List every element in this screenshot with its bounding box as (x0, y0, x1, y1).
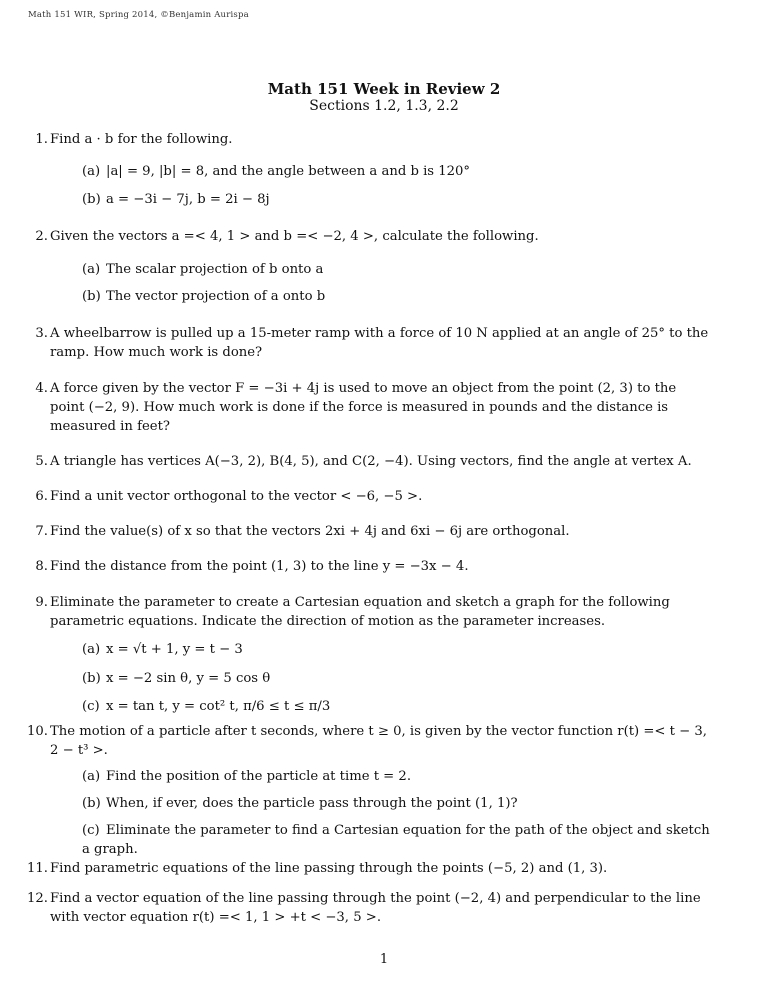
problem-text: The motion of a particle after t seconds, where t ≥ 0, is given by the vector function r(t) =< t − 3, 2 − t³ >. (50, 724, 707, 758)
problem-number: 5. (35, 454, 48, 469)
problem-1 (35, 130, 710, 149)
problem-number: 1. (35, 132, 48, 147)
subpart-text: x = tan t, y = cot² t, π/6 ≤ t ≤ π/3 (106, 699, 331, 714)
problem-10 (27, 722, 710, 760)
subpart-label: (b) (82, 289, 101, 304)
problem-number: 3. (35, 326, 48, 341)
problem-2-part-b (82, 287, 712, 306)
problem-number: 11. (27, 861, 48, 876)
page-number: 1 (379, 952, 389, 967)
problem-12 (27, 889, 710, 927)
problem-7 (35, 522, 710, 541)
problem-text: Find the value(s) of x so that the vectors 2xi + 4j and 6xi − 6j are orthogonal. (50, 524, 570, 539)
subpart-label: (c) (82, 823, 100, 838)
problem-3 (35, 324, 710, 362)
subpart-text: a = −3i − 7j, b = 2i − 8j (106, 192, 270, 207)
problem-number: 9. (35, 595, 48, 610)
problem-10-part-b (82, 794, 712, 813)
problem-text: Given the vectors a =< 4, 1 > and b =< −2, 4 >, calculate the following. (50, 229, 539, 244)
subpart-text: Eliminate the parameter to find a Cartesian equation for the path of the object and sketch a graph. (82, 823, 710, 857)
problem-number: 10. (27, 724, 48, 739)
problem-9-part-a (82, 640, 712, 659)
document-subtitle: Sections 1.2, 1.3, 2.2 (309, 98, 459, 114)
subpart-label: (a) (82, 642, 101, 657)
problem-number: 8. (35, 559, 48, 574)
document-title: Math 151 Week in Review 2 (267, 80, 501, 98)
subpart-text: x = √t + 1, y = t − 3 (106, 642, 243, 657)
problem-4 (35, 379, 710, 436)
subpart-label: (a) (82, 164, 101, 179)
problem-9 (35, 593, 710, 631)
subpart-label: (a) (82, 262, 101, 277)
problem-8 (35, 557, 710, 576)
subpart-text: Find the position of the particle at time t = 2. (106, 769, 412, 784)
problem-11 (27, 859, 710, 878)
problem-number: 4. (35, 381, 48, 396)
problem-9-part-b (82, 669, 712, 688)
subpart-text: x = −2 sin θ, y = 5 cos θ (106, 671, 271, 686)
problem-10-part-c (82, 821, 712, 859)
subpart-label: (b) (82, 796, 101, 811)
problem-text: Find a · b for the following. (50, 132, 233, 147)
problem-text: A wheelbarrow is pulled up a 15-meter ramp with a force of 10 N applied at an angle of 25° to the ramp. How much work is done? (50, 326, 709, 360)
subpart-label: (b) (82, 671, 101, 686)
problem-number: 12. (27, 891, 48, 906)
problem-1-part-b (82, 190, 712, 209)
subpart-text: |a| = 9, |b| = 8, and the angle between a and b is 120° (106, 164, 471, 179)
problem-10-part-a (82, 767, 712, 786)
problem-text: A triangle has vertices A(−3, 2), B(4, 5), and C(2, −4). Using vectors, find the angle at vertex A. (50, 454, 692, 469)
problem-text: Find the distance from the point (1, 3) to the line y = −3x − 4. (50, 559, 469, 574)
subpart-label: (b) (82, 192, 101, 207)
subpart-text: The scalar projection of b onto a (106, 262, 324, 277)
problem-number: 7. (35, 524, 48, 539)
problem-9-part-c (82, 697, 712, 716)
subpart-label: (c) (82, 699, 100, 714)
problem-number: 2. (35, 229, 48, 244)
problem-5 (35, 452, 710, 471)
problem-text: Eliminate the parameter to create a Cartesian equation and sketch a graph for the following parametric equations. Indicate the direction of motion as the parameter increases. (50, 595, 670, 629)
problem-2 (35, 227, 710, 246)
problem-text: Find parametric equations of the line passing through the points (−5, 2) and (1, 3). (50, 861, 608, 876)
problem-6 (35, 487, 710, 506)
subpart-text: When, if ever, does the particle pass through the point (1, 1)? (106, 796, 518, 811)
subpart-label: (a) (82, 769, 101, 784)
problem-1-part-a (82, 162, 712, 181)
subpart-text: The vector projection of a onto b (106, 289, 326, 304)
problem-text: A force given by the vector F = −3i + 4j is used to move an object from the point (2, 3) to the point (−2, 9). How much work is done if the force is measured in pounds and the distance is measured in feet? (50, 381, 677, 434)
running-header: Math 151 WIR, Spring 2014, ©Benjamin Aurispa (28, 10, 249, 20)
problem-number: 6. (35, 489, 48, 504)
problem-2-part-a (82, 260, 712, 279)
problem-text: Find a vector equation of the line passing through the point (−2, 4) and perpendicular to the line with vector equation r(t) =< 1, 1 > +t < −3, 5 >. (50, 891, 701, 925)
problem-text: Find a unit vector orthogonal to the vector < −6, −5 >. (50, 489, 423, 504)
